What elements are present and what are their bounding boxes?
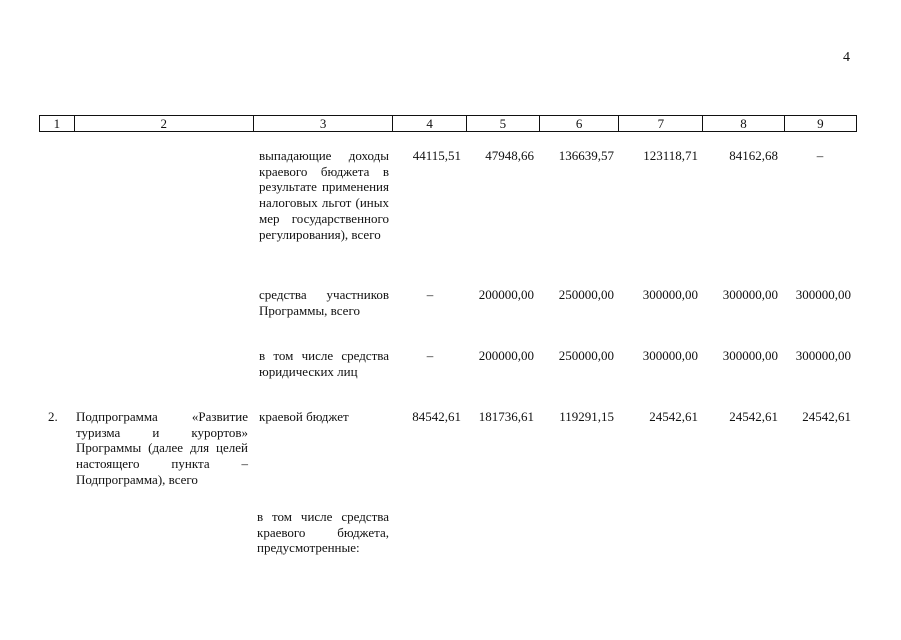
header-col-3: 3	[253, 116, 393, 132]
value-col-8: 24542,61	[729, 409, 778, 424]
value-col-9: 24542,61	[802, 409, 851, 424]
value-col-6: 250000,00	[558, 287, 614, 302]
value-col-7: 123118,71	[643, 148, 698, 163]
column-number-header	[39, 115, 857, 132]
funding-source: выпадающие доходы краевого бюджета в результате применения налоговых льгот (иных мер государственного регулирования), всего	[259, 148, 389, 242]
value-col-6: 250000,00	[558, 348, 614, 363]
header-col-4: 4	[393, 116, 466, 132]
value-col-8: 300000,00	[722, 287, 778, 302]
row-name: Подпрограмма «Развитие туризма и курортов» Программы (далее для целей настоящего пункта – Подпрограмма), всего	[76, 409, 248, 487]
row-number: 2.	[48, 409, 58, 424]
header-col-5: 5	[466, 116, 539, 132]
header-row	[40, 116, 857, 132]
header-col-9: 9	[784, 116, 856, 132]
value-col-8: 300000,00	[722, 348, 778, 363]
value-col-6: 119291,15	[559, 409, 614, 424]
value-col-5: 200000,00	[478, 287, 534, 302]
value-col-6: 136639,57	[558, 148, 614, 163]
value-col-9: –	[816, 148, 824, 163]
value-col-4: 44115,51	[412, 148, 461, 163]
value-col-5: 47948,66	[485, 148, 534, 163]
page-number: 4	[843, 50, 850, 65]
header-col-2: 2	[74, 116, 253, 132]
header-col-8: 8	[703, 116, 784, 132]
funding-source: средства участников Программы, всего	[259, 287, 389, 318]
value-col-7: 24542,61	[649, 409, 698, 424]
funding-source: в том числе средства юридических лиц	[259, 348, 389, 379]
value-col-4: 84542,61	[412, 409, 461, 424]
value-col-8: 84162,68	[729, 148, 778, 163]
value-col-5: 200000,00	[478, 348, 534, 363]
value-col-4: –	[426, 287, 434, 302]
value-col-5: 181736,61	[478, 409, 534, 424]
header-col-1: 1	[40, 116, 75, 132]
value-col-9: 300000,00	[795, 348, 851, 363]
header-col-6: 6	[540, 116, 619, 132]
header-col-7: 7	[619, 116, 703, 132]
funding-source: в том числе средства краевого бюджета, предусмотренные:	[257, 509, 389, 556]
funding-source: краевой бюджет	[259, 409, 349, 424]
value-col-7: 300000,00	[642, 348, 698, 363]
value-col-4: –	[426, 348, 434, 363]
value-col-9: 300000,00	[795, 287, 851, 302]
value-col-7: 300000,00	[642, 287, 698, 302]
